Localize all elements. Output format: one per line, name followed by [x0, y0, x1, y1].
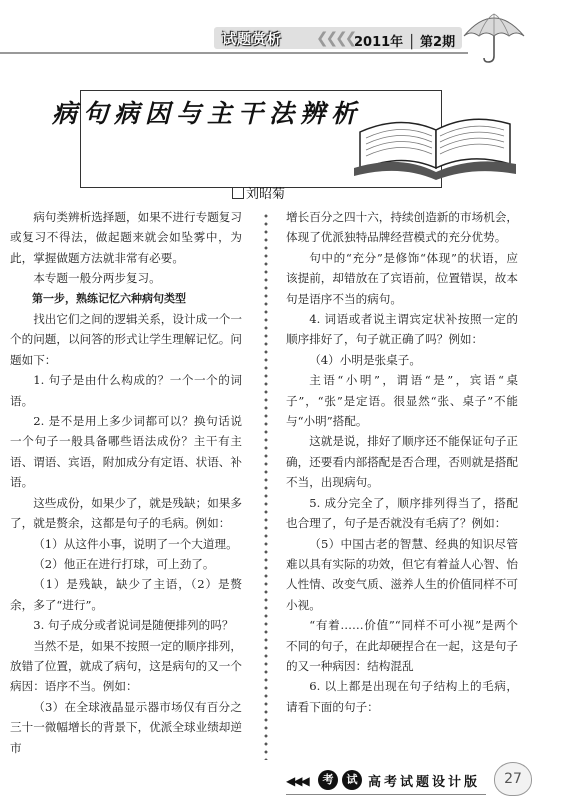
article-title: 病句病因与主干法辨析	[52, 99, 363, 128]
page-number: 27	[494, 762, 532, 796]
paragraph: 增长百分之四十六，持续创造新的市场机会，体现了优派独特品牌经营模式的充分优势。	[286, 210, 518, 245]
footer-title: 高考试题设计版	[368, 775, 481, 790]
footer-badge: 考	[318, 770, 338, 790]
left-column	[10, 207, 242, 758]
paragraph: 病句类辨析选择题，如果不进行专题复习或复习不得法，做起题来就会如坠雾中，为此，掌握做题方法就非常有必要。	[10, 210, 242, 265]
paragraph: 这就是说，排好了顺序还不能保证句子正确，还要看内部搭配是否合理，否则就是搭配不当，出现病句。	[286, 434, 518, 490]
paragraph: （3）在全球液晶显示器市场仅有百分之三十一微幅增长的背景下，优派全球业绩却逆市	[10, 699, 242, 755]
page-header	[0, 0, 581, 70]
paragraph: 当然不是，如果不按照一定的顺序排列，放错了位置，就成了病句，这是病句的又一个病因：语序不当。例如：	[10, 638, 242, 694]
paragraph: （2）他正在进行打球，可上劲了。	[33, 556, 215, 571]
header-rule	[0, 52, 468, 54]
footer-badge: 试	[342, 770, 362, 790]
paragraph: 1. 句子是由什么构成的？一个一个的词语。	[10, 373, 242, 408]
column-divider	[262, 212, 270, 760]
right-column	[286, 207, 518, 717]
section-label: 试题赏析	[222, 32, 282, 48]
umbrella-icon	[458, 6, 530, 66]
paragraph: 主语“小明”，谓语“是”，宾语“桌子”，“张”是定语。很显然“张、桌子”不能与“小明”搭配。	[286, 373, 518, 429]
paragraph: （4）小明是张桌子。	[309, 352, 421, 367]
paragraph: 4. 词语或者说主谓宾定状补按照一定的顺序排好了，句子就正确了吗？例如：	[286, 312, 518, 347]
paragraph: 找出它们之间的逻辑关系，设计成一个一个的问题，以问答的形式让学生理解记忆。问题如下：	[10, 312, 242, 367]
chevron-left-icon: ❮❮❮❮	[316, 29, 355, 47]
paragraph: （5）中国古老的智慧、经典的知识尽管难以具有实际的功效，但它有着益人心智、怡人性情、改变气质、滋养人生的价值同样不可小视。	[286, 536, 518, 612]
paragraph: “有着……价值”“同样不可小视”是两个不同的句子，在此却硬捏合在一起，这是句子的又一种病因：结构混乱	[286, 618, 518, 673]
paragraph: 这些成份，如果少了，就是残缺；如果多了，就是赘余，这都是句子的毛病。例如：	[10, 495, 242, 531]
page-footer	[0, 762, 581, 800]
footer-rule	[286, 794, 486, 795]
paragraph: 3. 句子成分或者说词是随便排列的吗？	[33, 618, 234, 633]
paragraph: 6. 以上都是出现在句子结构上的毛病，请看下面的句子：	[286, 679, 518, 714]
paragraph: 5. 成分完全了，顺序排列得当了，搭配也合理了，句子是否就没有毛病了？例如：	[286, 495, 518, 531]
author-byline	[232, 183, 285, 202]
author-box-icon	[232, 187, 244, 199]
section-heading: 第一步，熟练记忆六种病句类型	[32, 291, 186, 305]
paragraph: （1）是残缺，缺少了主语，（2）是赘余，多了“进行”。	[10, 577, 242, 612]
paragraph: 句中的“充分”是修饰“体现”的状语，应该提前，却错放在了宾语前，位置错误，故本句是语序不当的病句。	[286, 250, 518, 306]
paragraph: （1）从这件小事，说明了一个大道理。	[33, 536, 238, 551]
issue-label: 2011年 │ 第2期	[354, 35, 456, 50]
author-name: 刘昭菊	[246, 187, 286, 202]
open-book-icon	[350, 84, 520, 180]
paragraph: 本专题一般分两步复习。	[33, 271, 161, 286]
paragraph: 2. 是不是用上多少词都可以？换句话说一个句子一般具备哪些语法成份？主干有主语、谓语、宾语，附加成分有定语、状语、补语。	[10, 414, 242, 490]
arrow-left-icon: ◀◀◀	[286, 774, 308, 788]
